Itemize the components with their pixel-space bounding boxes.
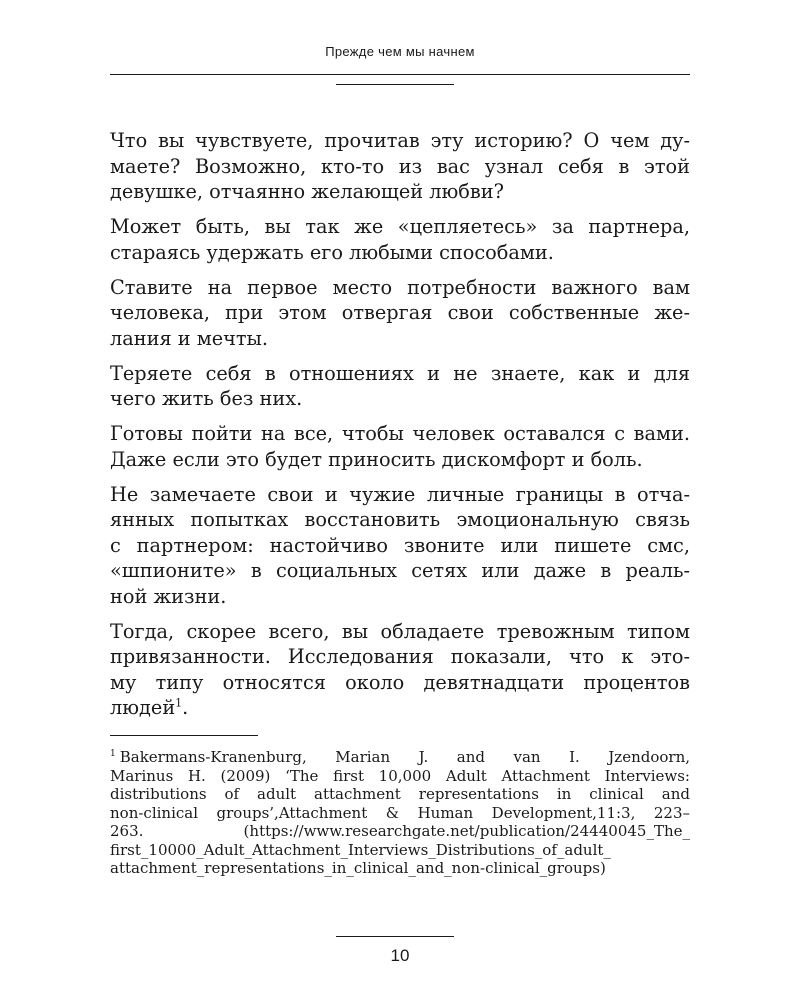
text-line: Что вы чувствуете, прочитав эту историю? О чем ду- — [110, 129, 690, 152]
footnote-line: distributions of adult attachment representations in clinical and — [110, 785, 690, 803]
paragraph-3 — [110, 275, 690, 352]
running-head: Прежде чем мы начнем — [325, 44, 475, 59]
text-line: маете? Возможно, кто-то из вас узнал себя в этой — [110, 154, 690, 178]
footnote-line: non-clinical groups’,Attachment & Human Development,11:3, 223– — [110, 803, 690, 822]
text-line: му типу относятся около девятнадцати процентов — [110, 670, 690, 694]
text-line: Не замечаете свои и чужие личные границы в отча- — [110, 482, 690, 506]
footnote-text: Bakermans-Kranenburg, Marian J. and van I. Jzendoorn, — [119, 748, 690, 766]
footnote-line: attachment_representations_in_clinical_and_non-clinical_groups) — [110, 859, 606, 877]
text-line: Ставите на первое место потребности важного вам — [110, 275, 690, 299]
page-number: 10 — [390, 946, 410, 965]
body-text — [110, 128, 690, 730]
text-line: Теряете себя в отношениях и не знаете, как и для — [110, 361, 690, 385]
paragraph-6 — [110, 482, 690, 610]
footnote-line — [110, 748, 690, 767]
footnote-line: Marinus H. (2009) ‘The first 10,000 Adult Attachment Interviews: — [110, 766, 690, 785]
paragraph-5 — [110, 421, 690, 472]
footnote — [110, 748, 690, 878]
header-short-rule — [336, 84, 454, 85]
text-line: человека, при этом отвергая свои собственные же- — [110, 301, 690, 324]
text-line: стараясь удержать его любыми способами. — [110, 240, 554, 264]
text-line-end: людей — [110, 696, 176, 719]
text-line: Тогда, скорее всего, вы обладаете тревожным типом — [110, 619, 690, 643]
text-line: чего жить без них. — [110, 387, 303, 410]
footnote-line: 263. (https://www.researchgate.net/publication/24440045_The_ — [110, 822, 690, 840]
text-line: с партнером: настойчиво звоните или пишете смс, — [110, 533, 690, 557]
footnote-marker: 1 — [110, 749, 116, 759]
paragraph-2 — [110, 214, 690, 265]
paragraph-7 — [110, 619, 690, 721]
text-line: Готовы пойти на все, чтобы человек оставался с вами. — [110, 422, 690, 445]
text-line: Может быть, вы так же «цепляетесь» за партнера, — [110, 215, 690, 238]
footnote-rule — [110, 735, 258, 736]
text-line: привязанности. Исследования показали, что к это- — [110, 645, 690, 668]
paragraph-4 — [110, 361, 690, 412]
text-line: девушке, отчаянно желающей любви? — [110, 180, 504, 203]
text-line: Даже если это будет приносить дискомфорт и боль. — [110, 447, 643, 471]
page-number-rule — [336, 936, 454, 937]
header-rule — [110, 74, 690, 75]
paragraph-1 — [110, 128, 690, 205]
text-line: лания и мечты. — [110, 326, 269, 350]
text-line: «шпионите» в социальных сетях или даже в реаль- — [110, 559, 690, 582]
footnote-line: first_10000_Adult_Attachment_Interviews_Distributions_of_adult_ — [110, 840, 611, 859]
text-line-with-ref: людей$^1$. — [110, 696, 189, 719]
footnote-reference[interactable]: 1 — [175, 696, 183, 710]
text-line: янных попытках восстановить эмоциональную связь — [110, 508, 690, 531]
text-line: ной жизни. — [110, 584, 227, 608]
